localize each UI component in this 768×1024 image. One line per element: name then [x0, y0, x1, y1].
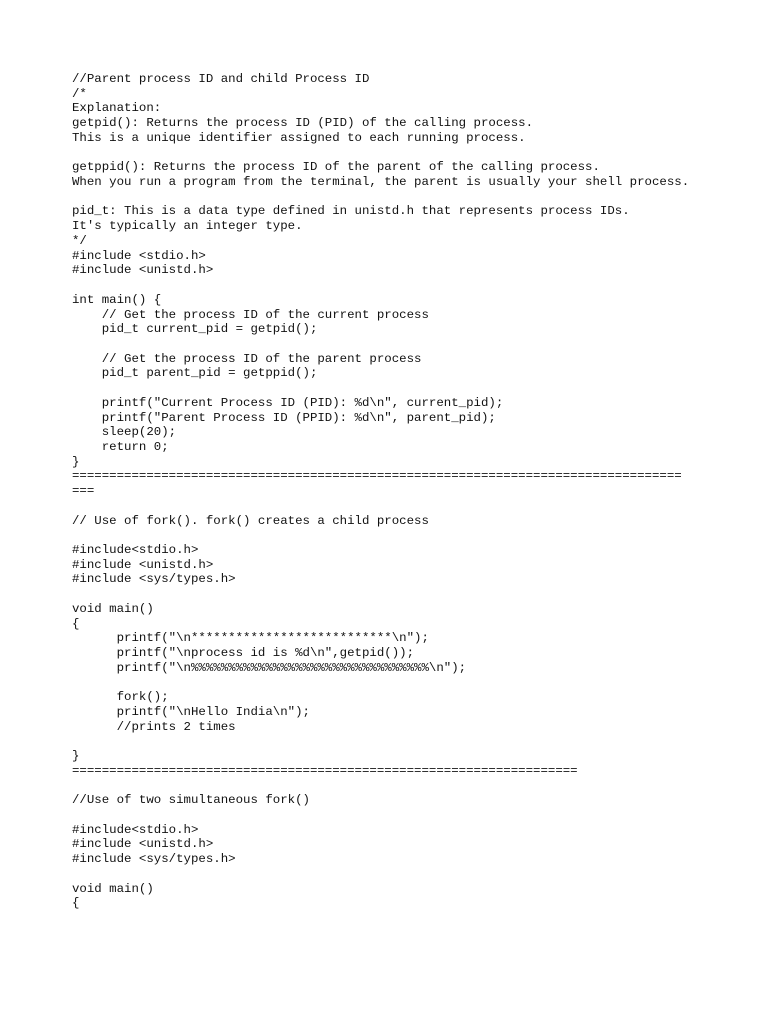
code-line: printf("Current Process ID (PID): %d\n", current_pid);: [72, 395, 504, 410]
code-line: }: [72, 454, 80, 469]
code-line: */: [72, 233, 87, 248]
code-line: sleep(20);: [72, 425, 177, 440]
code-line: #include<stdio.h>: [72, 543, 199, 557]
code-line: int main() {: [72, 292, 162, 307]
code-line: void main(): [72, 881, 154, 896]
code-line: //prints 2 times: [72, 719, 236, 734]
code-line: getppid(): Returns the process ID of the parent of the calling process.: [72, 160, 600, 175]
code-line: printf("\nHello India\n");: [72, 704, 310, 719]
code-line: [72, 528, 732, 543]
code-line: [72, 278, 732, 293]
code-line: ==================================================================================: [72, 469, 682, 484]
code-line: [72, 734, 732, 749]
code-line: printf("\nprocess id is %d\n",getpid());: [72, 646, 415, 661]
code-line: //Parent process ID and child Process ID: [72, 72, 370, 86]
code-line: getpid(): Returns the process ID (PID) of the calling process.: [72, 116, 534, 131]
code-line: [72, 499, 732, 514]
code-line: [72, 337, 732, 352]
code-line: [72, 779, 732, 794]
code-line: When you run a program from the terminal, the parent is usually your shell process.: [72, 175, 690, 190]
code-line: pid_t current_pid = getpid();: [72, 322, 318, 337]
code-line: {: [72, 896, 80, 911]
code-line: It's typically an integer type.: [72, 219, 303, 234]
code-line: #include <sys/types.h>: [72, 852, 236, 867]
code-line: }: [72, 749, 80, 764]
code-line: #include <unistd.h>: [72, 263, 214, 278]
code-line: #include <unistd.h>: [72, 557, 214, 572]
code-line: //Use of two simultaneous fork(): [72, 793, 310, 808]
code-line: [72, 146, 732, 161]
code-line: [72, 675, 732, 690]
code-line: pid_t: This is a data type defined in unistd.h that represents process IDs.: [72, 204, 630, 219]
code-line: fork();: [72, 690, 169, 705]
code-listing: [72, 72, 732, 911]
code-line: #include<stdio.h>: [72, 822, 199, 837]
code-line: ====================================================================: [72, 763, 578, 778]
code-line: #include <sys/types.h>: [72, 572, 236, 587]
code-line: printf("Parent Process ID (PPID): %d\n", parent_pid);: [72, 410, 496, 425]
code-line: pid_t parent_pid = getppid();: [72, 366, 318, 381]
code-line: This is a unique identifier assigned to each running process.: [72, 130, 526, 145]
code-line: /*: [72, 86, 87, 101]
code-line: [72, 867, 732, 882]
code-line: ===: [72, 484, 95, 499]
code-line: #include <unistd.h>: [72, 837, 214, 852]
code-line: printf("\n***************************\n");: [72, 631, 429, 646]
code-line: printf("\n%%%%%%%%%%%%%%%%%%%%%%%%%%%%%%%%\n");: [72, 660, 467, 675]
code-line: [72, 587, 732, 602]
code-line: [72, 381, 732, 396]
code-line: #include <stdio.h>: [72, 248, 206, 263]
code-line: {: [72, 616, 80, 631]
code-line: void main(): [72, 601, 154, 616]
code-line: return 0;: [72, 439, 169, 454]
code-line: Explanation:: [72, 101, 162, 116]
code-line: // Use of fork(). fork() creates a child process: [72, 513, 429, 528]
code-line: [72, 808, 732, 823]
code-line: [72, 190, 732, 205]
code-line: // Get the process ID of the parent process: [72, 351, 422, 366]
code-line: // Get the process ID of the current process: [72, 307, 429, 322]
